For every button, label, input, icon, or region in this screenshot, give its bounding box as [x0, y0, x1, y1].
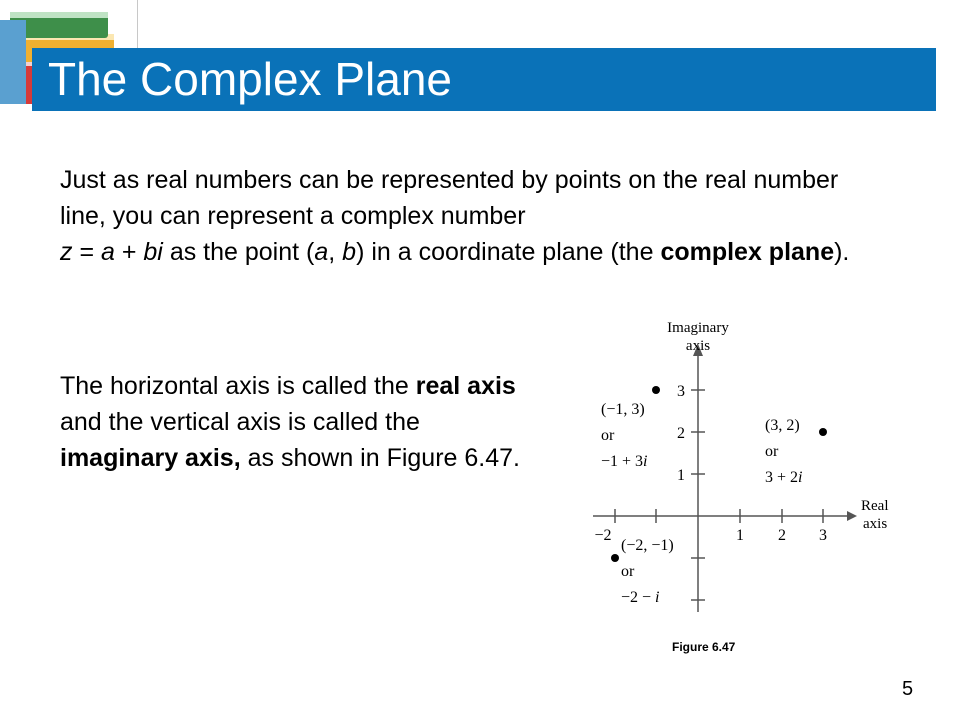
p2-text-2: and the vertical axis is called the: [60, 408, 420, 436]
paragraph-complex-plane: [60, 162, 890, 270]
p1-comma: ,: [328, 238, 343, 266]
p1-term: complex plane: [660, 238, 835, 266]
point-or: or: [621, 563, 635, 580]
p1-eq: =: [72, 238, 101, 266]
p1-bi: bi: [143, 238, 163, 266]
y-tick-label: 1: [677, 467, 685, 484]
complex-plane-figure: [585, 312, 905, 622]
header-divider: [137, 0, 138, 48]
point-label: (−2, −1): [621, 537, 674, 554]
p1-plus: +: [114, 238, 144, 266]
point-marker: [652, 386, 660, 394]
point-marker: [611, 554, 619, 562]
y-tick-label: 2: [677, 425, 685, 442]
figure-caption: Figure 6.47: [672, 640, 736, 654]
p1-pb: b: [342, 238, 357, 266]
paragraph-axes: [60, 368, 530, 476]
real-axis-label-1: Real: [861, 498, 889, 514]
p1-end: ).: [834, 238, 850, 266]
point-label: (−1, 3): [601, 401, 645, 418]
point-or: or: [765, 443, 779, 460]
point-or: or: [601, 427, 615, 444]
slide-title: The Complex Plane: [48, 53, 452, 105]
imag-axis-label-2: axis: [685, 338, 711, 354]
x-tick-label: 2: [778, 527, 786, 544]
point-label: (3, 2): [765, 417, 800, 434]
x-tick-label: 1: [736, 527, 744, 544]
point-form: −2 − i: [621, 589, 660, 606]
point-form: 3 + 2i: [765, 469, 803, 486]
real-axis-label-2: axis: [863, 516, 888, 532]
p1-text-2: as the point (: [162, 238, 315, 266]
p1-text-3: ) in a coordinate plane (the: [356, 238, 661, 266]
x-tick-label: 3: [819, 527, 827, 544]
y-tick-label: 3: [677, 383, 685, 400]
x-tick-label: −2: [594, 527, 612, 544]
real-axis-arrow: [847, 511, 857, 521]
p1-z: z: [60, 238, 73, 266]
p2-term-real: real axis: [415, 372, 516, 400]
p2-term-imag: imaginary axis,: [60, 444, 241, 472]
page-number: 5: [902, 678, 914, 700]
p2-text-1: The horizontal axis is called the: [60, 372, 416, 400]
p1-text-1: Just as real numbers can be represented by points on the real number line, you can represent a complex number: [60, 166, 839, 230]
p1-a: a: [101, 238, 115, 266]
point-marker: [819, 428, 827, 436]
p2-text-3: as shown in Figure 6.47.: [240, 444, 520, 472]
point-form: −1 + 3i: [601, 453, 648, 470]
p1-pa: a: [314, 238, 329, 266]
imag-axis-label-1: Imaginary: [667, 320, 729, 336]
